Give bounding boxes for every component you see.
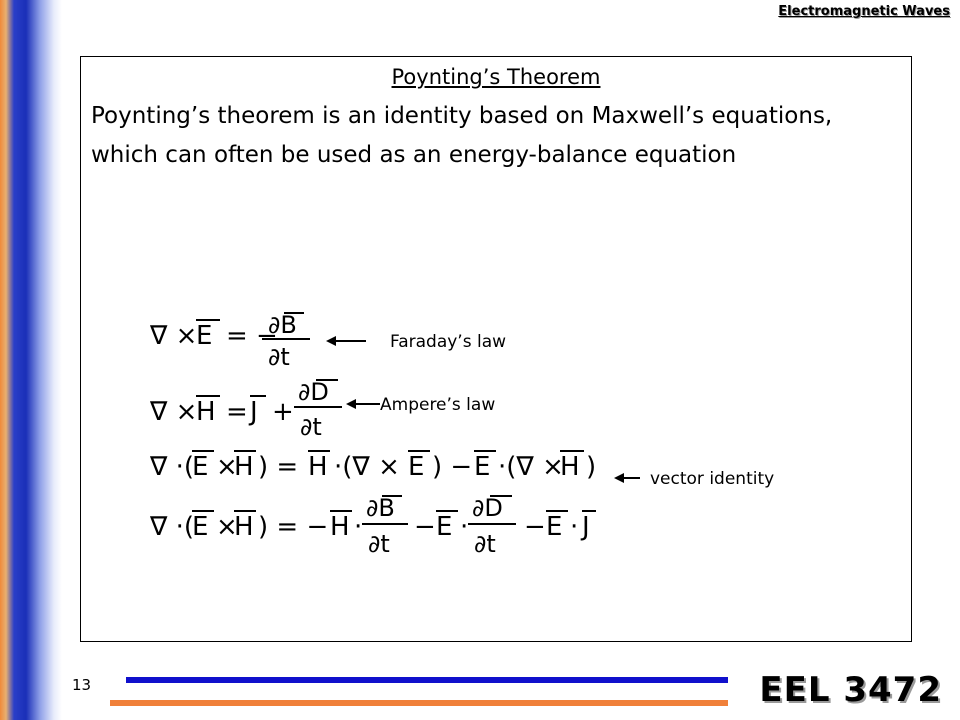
svg-text:∂D: ∂D (298, 378, 329, 406)
svg-text:E: E (436, 512, 453, 542)
slide-title: Poynting’s Theorem (391, 65, 601, 89)
svg-text:=: = (226, 397, 248, 427)
course-code: EEL 3472 (759, 670, 942, 710)
svg-text:∂t: ∂t (474, 530, 496, 558)
footer-orange-line (110, 700, 728, 706)
svg-text:): ) (586, 452, 597, 482)
svg-text:∂D: ∂D (472, 494, 503, 522)
faraday-label: Faraday’s law (390, 332, 507, 352)
svg-text:−: − (414, 512, 436, 542)
svg-text:·(∇ ×: ·(∇ × (498, 452, 564, 482)
footer-blue-line (126, 677, 728, 683)
svg-text:J: J (582, 512, 590, 542)
svg-text:·(∇ ×: ·(∇ × (334, 452, 400, 482)
vector-identity-label: vector identity (650, 469, 775, 489)
svg-text:H: H (234, 452, 254, 482)
svg-text:J: J (250, 397, 258, 427)
faraday-equation (149, 311, 310, 371)
vector-identity-equation (149, 451, 596, 482)
svg-text:−: − (524, 512, 546, 542)
svg-text:) =: ) = (258, 452, 299, 482)
svg-text:E: E (196, 321, 213, 351)
slide-body-text: Poynting’s theorem is an identity based on Maxwell’s equations, which can often be used as an energy-balance equation (91, 103, 833, 168)
ampere-label: Ampere’s law (380, 395, 496, 415)
svg-text:∇ ·(: ∇ ·( (150, 512, 195, 542)
svg-text:∂B: ∂B (366, 494, 395, 522)
ampere-equation (149, 378, 342, 441)
svg-text:) −: ) − (432, 452, 473, 482)
svg-text:E: E (546, 512, 563, 542)
header-title: Electromagnetic Waves (778, 4, 950, 19)
svg-text:∇ ×: ∇ × (150, 397, 198, 427)
svg-text:H: H (234, 512, 254, 542)
svg-text:∂t: ∂t (300, 413, 322, 441)
svg-text:·: · (570, 512, 579, 542)
svg-text:E: E (192, 452, 209, 482)
page-number: 13 (72, 676, 92, 694)
svg-text:H: H (560, 452, 580, 482)
svg-text:= −: = − (226, 321, 278, 351)
svg-text:) = −: ) = − (258, 512, 329, 542)
svg-text:H: H (308, 452, 328, 482)
svg-text:∇ ·(: ∇ ·( (150, 452, 195, 482)
svg-text:∂t: ∂t (368, 530, 390, 558)
svg-text:∇ ×: ∇ × (150, 321, 198, 351)
svg-text:E: E (408, 452, 425, 482)
svg-text:×: × (216, 512, 238, 542)
svg-text:H: H (196, 397, 216, 427)
svg-text:·: · (460, 512, 469, 542)
svg-text:+: + (272, 397, 294, 427)
svg-text:H: H (330, 512, 350, 542)
svg-text:∂B: ∂B (268, 311, 297, 339)
svg-text:∂t: ∂t (268, 343, 290, 371)
svg-text:·: · (354, 512, 363, 542)
svg-text:E: E (192, 512, 209, 542)
svg-text:E: E (474, 452, 491, 482)
svg-text:×: × (216, 452, 238, 482)
poynting-result-equation (149, 494, 596, 558)
